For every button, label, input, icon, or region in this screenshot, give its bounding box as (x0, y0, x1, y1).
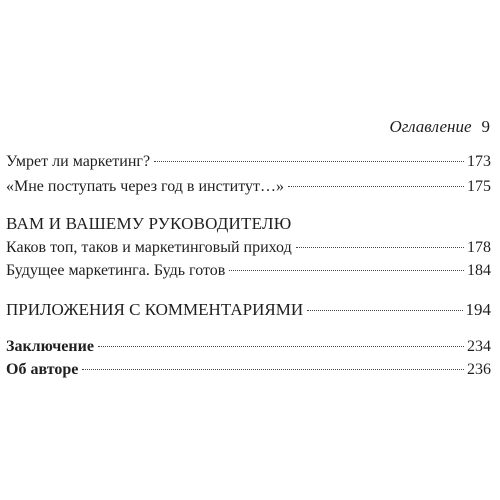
toc-entry-title: Умрет ли маркетинг? (6, 153, 151, 170)
dot-leader (229, 270, 464, 271)
dot-leader (98, 346, 464, 347)
toc-entry-page: 184 (467, 262, 491, 279)
toc-entry (6, 261, 491, 281)
dot-leader (82, 369, 464, 370)
toc-entry-page: 175 (467, 178, 491, 195)
toc-appendix-entry (6, 300, 491, 320)
toc-entry-title: «Мне поступать через год в институт…» (6, 178, 284, 195)
dot-leader (307, 310, 462, 311)
toc-entry (6, 238, 491, 258)
toc-entry-page: 178 (467, 239, 491, 256)
toc-entry (6, 152, 491, 172)
dot-leader (288, 186, 464, 187)
running-head-title: Оглавление (389, 117, 472, 136)
toc-entry-page: 173 (467, 153, 491, 170)
appendix-title: ПРИЛОЖЕНИЯ С КОММЕНТАРИЯМИ (6, 300, 304, 319)
dot-leader (296, 247, 464, 248)
running-head-page-number: 9 (481, 117, 490, 136)
toc-entry (6, 337, 491, 357)
toc-entry-title: Каков топ, таков и маркетинговый приход (6, 239, 292, 256)
toc-entry-title: Об авторе (6, 361, 79, 378)
section-heading: ВАМ И ВАШЕМУ РУКОВОДИТЕЛЮ (6, 214, 292, 233)
toc-entry (6, 360, 491, 380)
appendix-page: 194 (465, 300, 491, 319)
toc-entry (6, 177, 491, 197)
toc-entry-title: Будущее маркетинга. Будь готов (6, 262, 226, 279)
toc-entry-page: 234 (467, 338, 491, 355)
toc-entry-title: Заключение (6, 338, 94, 355)
toc-entry-page: 236 (467, 361, 491, 378)
dot-leader (154, 161, 464, 162)
running-head (389, 117, 490, 137)
